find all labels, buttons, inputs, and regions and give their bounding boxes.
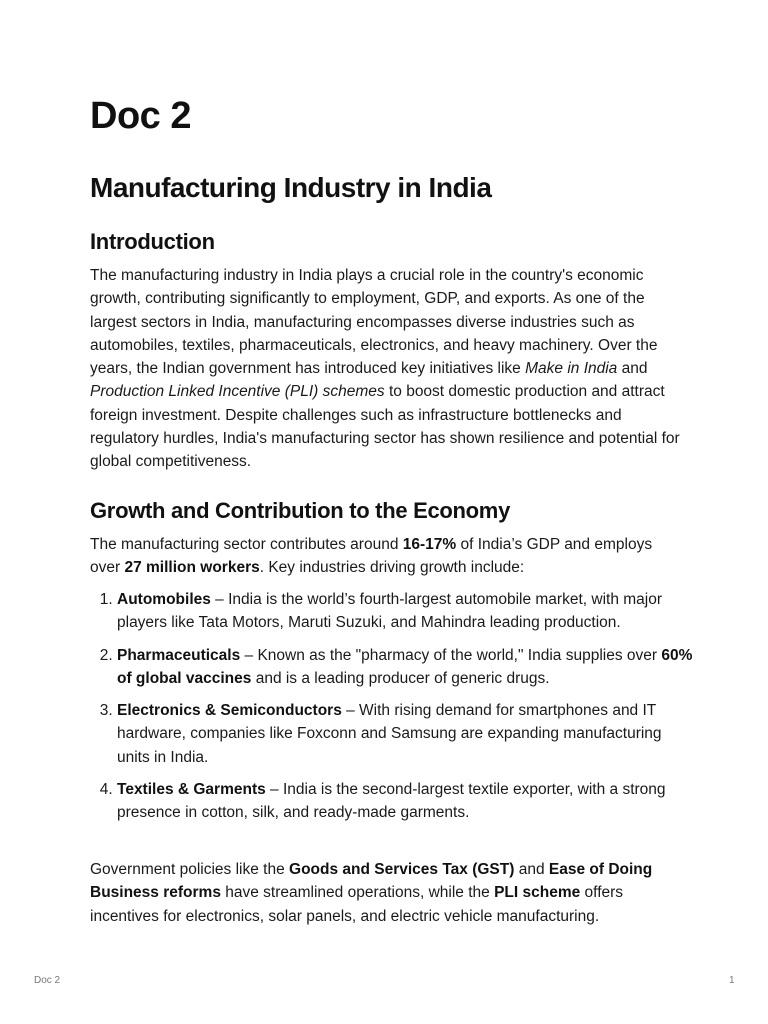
growth-text-2: of India’s GDP and employs over: [90, 536, 653, 577]
policy-text-1: Government policies like the: [90, 861, 290, 878]
list-item-name: Electronics & Semiconductors: [117, 702, 342, 720]
footer-document-name: Doc 2: [34, 975, 61, 986]
list-item-pharmaceuticals: [117, 644, 697, 691]
growth-bold-workers: 27 million workers: [124, 559, 260, 577]
intro-text-3: to boost domestic production and attract foreign investment. Despite challenges such as infrastructure bottlenecks and regulatory hurdles, India's manufacturing sector has shown resilience and potential for global competitiveness.: [90, 383, 680, 471]
footer-page-number: 1: [729, 975, 735, 986]
list-item-automobiles: [117, 588, 697, 635]
list-item-text: – India is the second-largest textile exporter, with a strong presence in cotton, silk, and ready-made garments.: [117, 781, 666, 822]
list-item-name: Textiles & Garments: [117, 781, 266, 799]
section-heading-growth: Growth and Contribution to the Economy: [90, 498, 511, 523]
intro-emphasis-pli-schemes: Production Linked Incentive (PLI) schemes: [90, 383, 385, 401]
policy-text-2: and: [514, 861, 549, 878]
list-item-name: Pharmaceuticals: [117, 646, 241, 664]
intro-text-1: The manufacturing industry in India plays a crucial role in the country's economic growth, contributing significantly to employment, GDP, and exports. As one of the largest sectors in India, manufacturing encompasses diverse industries such as automobiles, textiles, pharmaceuticals, electronics, and heavy machinery. Over the years, the Indian government has introduced key initiatives like: [90, 267, 658, 378]
growth-text-3: . Key industries driving growth include:: [259, 559, 525, 577]
document-title: Doc 2: [90, 95, 191, 137]
policy-bold-ease-of-business: Ease of Doing Business reforms: [90, 861, 653, 902]
introduction-paragraph: [90, 264, 686, 474]
list-item-name: Automobiles: [117, 591, 211, 608]
list-item-text: – With rising demand for smartphones and IT hardware, companies like Foxconn and Samsung are expanding manufacturing units in India.: [117, 702, 662, 766]
policy-text-4: offers incentives for electronics, solar panels, and electric vehicle manufacturing.: [90, 884, 624, 925]
list-item-textiles: [117, 778, 697, 825]
list-item-text: – Known as the "pharmacy of the world," India supplies over: [240, 646, 662, 664]
policy-paragraph: [90, 858, 686, 928]
section-heading-introduction: Introduction: [90, 229, 215, 254]
growth-bold-gdp-share: 16-17%: [402, 536, 457, 553]
intro-text-2: and: [617, 360, 648, 378]
list-item-electronics: [117, 699, 697, 769]
list-item-text: – India is the world’s fourth-largest automobile market, with major players like Tata Motors, Maruti Suzuki, and Mahindra leading production.: [117, 591, 663, 632]
list-item-text: and is a leading producer of generic drugs.: [251, 669, 550, 687]
policy-bold-gst: Goods and Services Tax (GST): [289, 861, 515, 878]
main-title: Manufacturing Industry in India: [90, 172, 492, 203]
intro-emphasis-make-in-india: Make in India: [525, 360, 618, 378]
growth-text-1: The manufacturing sector contributes around: [90, 536, 403, 553]
list-item-bold-vaccines: 60% of global vaccines: [117, 646, 693, 687]
key-industries-list: [90, 588, 697, 834]
policy-text-3: have streamlined operations, while the: [220, 884, 495, 902]
policy-bold-pli: PLI scheme: [494, 884, 581, 902]
growth-paragraph: [90, 533, 686, 580]
